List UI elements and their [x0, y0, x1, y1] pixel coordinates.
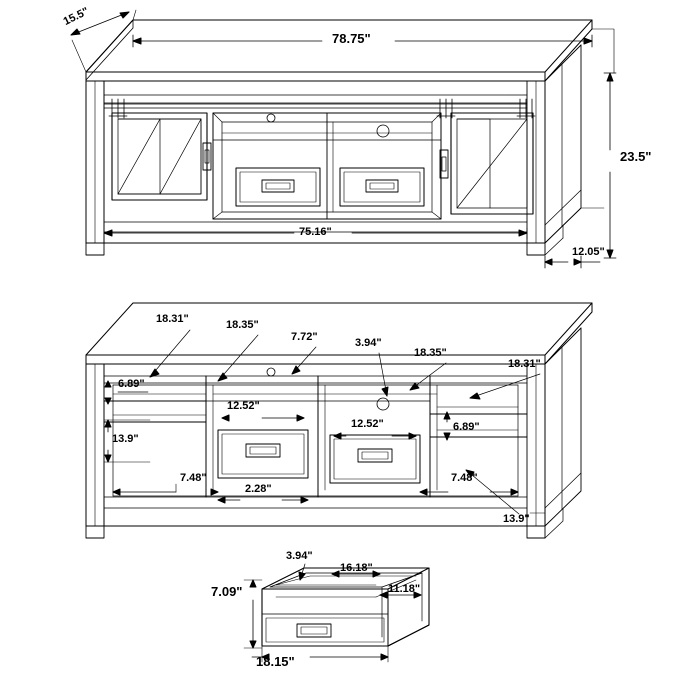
dim-label-width-overall: 78.75" [332, 31, 371, 46]
view-front-elevation [71, 10, 616, 268]
dim-label-center-small: 3.94" [355, 337, 382, 349]
dim-label-depth-top: 15.5" [61, 5, 91, 28]
dim-label-width-inner: 75.16" [299, 226, 332, 238]
dim-label-drawer-side: 3.94" [286, 550, 313, 562]
dim-label-left-base: 7.48" [180, 472, 207, 484]
dim-label-shelf-left-top: 18.31" [156, 313, 189, 325]
view-drawer-detail [244, 564, 429, 662]
dim-label-left-section-height: 13.9" [112, 433, 139, 445]
dim-label-height-overall: 23.5" [620, 149, 652, 164]
dim-label-depth-side: 12.05" [572, 246, 605, 258]
dim-label-shelf-right-mid: 18.35" [414, 347, 447, 359]
dim-label-drawer-inner-top: 16.18" [340, 562, 373, 574]
dim-label-right-opening-height: 6.89" [453, 421, 480, 433]
dim-label-drawer-height: 7.09" [211, 584, 243, 599]
dim-label-drawer-front-width: 18.15" [256, 654, 295, 669]
dim-label-right-section-height: 13.9" [503, 513, 530, 525]
dim-label-left-drawer-width: 12.52" [227, 400, 260, 412]
dim-label-right-base: 7.48" [451, 472, 478, 484]
dim-label-center-gap: 7.72" [291, 331, 318, 343]
dim-label-right-drawer-width: 12.52" [351, 418, 384, 430]
dim-label-left-opening-height: 6.89" [118, 378, 145, 390]
dim-label-base-center: 2.28" [245, 483, 272, 495]
dim-label-shelf-right-top: 18.31" [508, 358, 541, 370]
dim-label-shelf-left-mid: 18.35" [226, 319, 259, 331]
view-interior-elevation [86, 303, 592, 538]
dim-label-drawer-inner-bottom: 11.18" [388, 583, 421, 595]
